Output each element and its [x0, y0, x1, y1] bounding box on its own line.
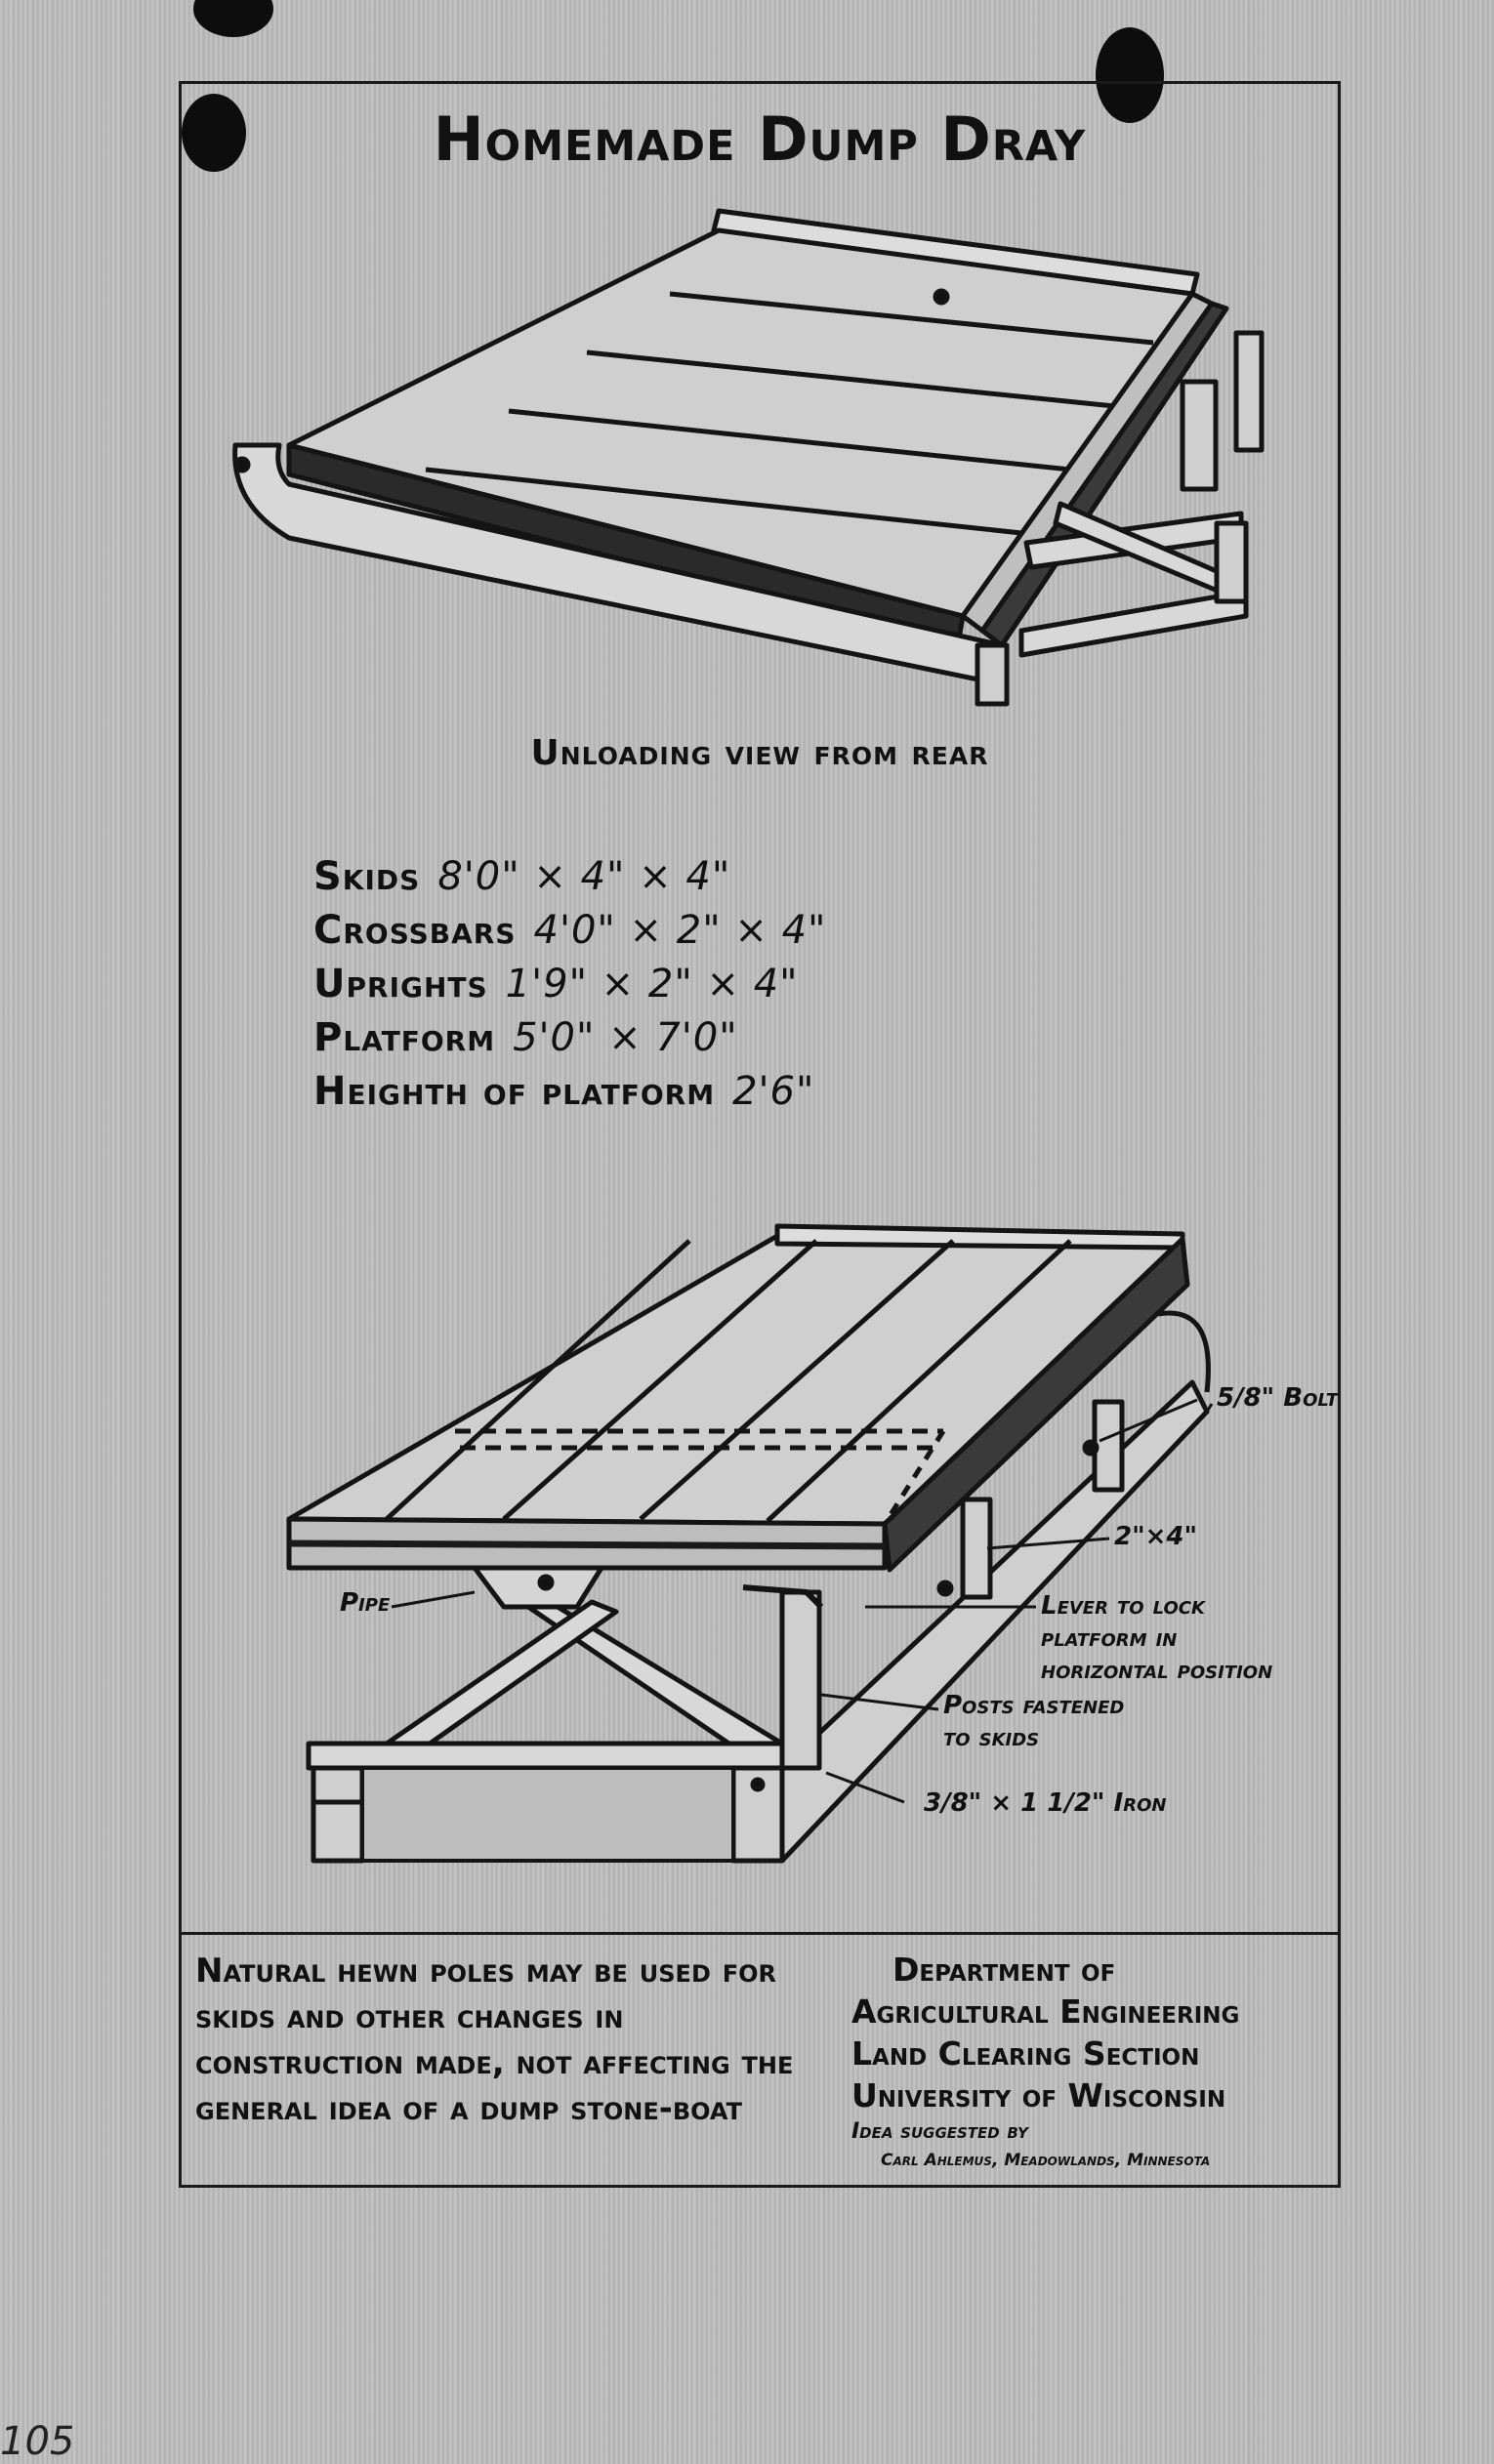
callout-lever-line: platform in: [1041, 1623, 1178, 1653]
spec-value: 2'6": [732, 1069, 815, 1114]
footer-box: [182, 1932, 1338, 2185]
department-line: Department of: [892, 1951, 1116, 1989]
department-block: [851, 1949, 1330, 2173]
callout-lever: [1041, 1590, 1272, 1687]
department-line: University of Wisconsin: [851, 2076, 1226, 2115]
drawing-sheet: [179, 81, 1341, 2188]
page-title: Homemade Dump Dray: [433, 103, 1087, 175]
punch-hole-top-left: [193, 0, 273, 37]
callout-posts: [943, 1690, 1124, 1754]
spec-label: Uprights: [313, 962, 488, 1006]
credit-name: Carl Ahlemus, Meadowlands, Minnesota: [881, 2151, 1211, 2170]
page-number: 105: [0, 2419, 75, 2464]
callout-bolt: 5/8" Bolt: [1217, 1383, 1339, 1413]
department-line: Agricultural Engineering: [851, 1992, 1240, 2031]
spec-label: Crossbars: [313, 908, 517, 953]
callout-posts-line: Posts fastened: [943, 1691, 1125, 1720]
callout-lever-line: horizontal position: [1041, 1656, 1273, 1685]
spec-value: 5'0" × 7'0": [513, 1015, 738, 1060]
spec-label: Platform: [313, 1015, 496, 1060]
spec-label: Heighth of platform: [313, 1069, 716, 1114]
callout-iron: 3/8" × 1 1/2" Iron: [924, 1788, 1167, 1818]
callout-pipe: Pipe: [340, 1588, 391, 1618]
department-line: Land Clearing Section: [851, 2034, 1200, 2073]
callout-2x4: 2"×4": [1114, 1522, 1198, 1551]
construction-note: Natural hewn poles may be used for skids and other changes in construction made, not affecting the general idea of a dump stone-boat: [195, 1951, 794, 2128]
top-figure-caption: Unloading view from rear: [530, 733, 989, 773]
spec-value: 4'0" × 2" × 4": [533, 908, 827, 953]
spec-value: 8'0" × 4" × 4": [437, 854, 731, 899]
spec-label: Skids: [313, 854, 421, 899]
credit-label: Idea suggested by: [851, 2119, 1028, 2144]
spec-value: 1'9" × 2" × 4": [505, 962, 799, 1006]
callout-posts-line: to skids: [943, 1723, 1040, 1752]
callout-lever-line: Lever to lock: [1041, 1591, 1205, 1621]
